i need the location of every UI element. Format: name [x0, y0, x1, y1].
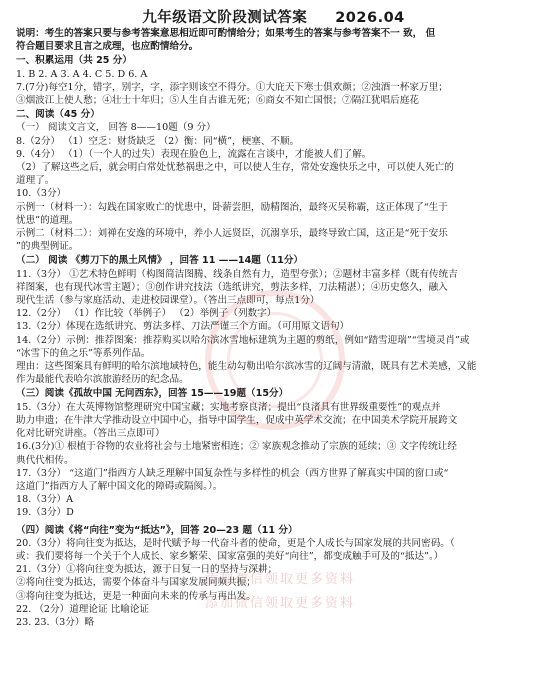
answer-line: 22. （2分）道理论证 比喻论证 [16, 603, 149, 615]
answer-line: 20.（3分）将向往变为抵达，是时代赋予每一代奋斗者的使命，更是个人成长与国家发展的共同密码。（ [16, 537, 455, 549]
spacer [16, 520, 532, 523]
answer-line: 或：我们要将每一个关于个人成长、家乡繁荣、国家富强的美好“向往”，都变成触手可及的“抵达”。） [16, 550, 444, 562]
answer-line: ”的典型例证。 [16, 241, 79, 253]
answer-line: 17.（3分） “这道门”指西方人缺乏理解中国复杂性与多样性的机会（西方世界了解真实中国的窗口或“ [16, 467, 449, 479]
section-heading: 一、积累运用（共 25 分） [16, 55, 132, 67]
answer-line: 9.（4分） （1）（一个人的过失）表现在脸色上，流露在言谈中，才能被人们了解。 [16, 148, 372, 160]
answer-line: 作为最能代表哈尔滨旅游经历的纪念品。 [16, 374, 189, 386]
answer-line: 理由：这些图案具有鲜明的哈尔滨地域特色，能生动勾勒出哈尔滨冰雪的辽阔与清澈，既具有艺术美感，又能 [16, 361, 477, 373]
answer-line: 现代生活（参与家庭活动、走进校园课堂）。（答出三点即可，每点1分） [16, 295, 320, 307]
instruction-line: 符合题目要求且言之成理，也应酌情给分。 [16, 41, 199, 53]
answer-line: 11.（3分） ①艺术特色鲜明（构图简洁图腾、线条自然有力，造型夸张）；②题材丰富多样（既有传统吉 [16, 268, 458, 280]
answer-line: 祥图案，也有现代冰雪主题）；③创作讲究技法（选纸讲究，剪法多样，刀法精湛）；④历史悠久，融入 [16, 281, 448, 293]
watermark-text: 添加微信领取更多资料 [204, 596, 355, 611]
answer-line: 16.(3分)① 根植于谷物的农业将社会与土地紧密相连；② 家族观念推动了宗族的延续；③ 文字传统让经 [16, 441, 457, 453]
instruction-line: 说明：考生的答案只要与参考答案意思相近即可酌情给分；如果考生的答案与参考答案不一 致， 但 [16, 28, 436, 39]
answer-line: ③烟波江上使人愁；④壮士十年归；⑤人生自古谁无死；⑥商女不知亡国恨；⑦隔江犹唱后庭花 [16, 95, 419, 107]
answer-line: 10.（3分） [16, 188, 67, 200]
answer-line: （2）了解这些之后，就会明白常处忧愁祸患之中，可以使人生存，常处安逸快乐之中，可以使人死亡的 [16, 162, 454, 174]
section-heading: （四）阅读《将“向往”变为“抵达”》，回答 20—23 题（11 分） [16, 524, 298, 536]
answer-line: 典代代相传。 [16, 454, 74, 466]
answer-line: 7.(7分)每空1分，错字，别字，字，添字则该空不得分。①大庇天下寒士俱欢颜；②浊酒一杯家万里； [16, 81, 448, 93]
answer-line: 忧患”的道理。 [16, 214, 79, 226]
answer-line: “冰雪下的鱼之乐”等系列作品。 [16, 347, 151, 359]
answer-line: 8.（2分） （1）空乏：财货缺乏 （2）衡：同“横”，梗塞、不顺。 [16, 135, 300, 147]
answer-line: 12.（2分） （1）作比较（举例子） （2）举例子（列数字） [16, 308, 277, 320]
answer-line: 道理了。 [16, 175, 55, 187]
answer-line: 这道门”指西方人了解中国文化的障碍或隔阂。）。 [16, 480, 223, 492]
title-text: 九年级语文阶段测试答案 [142, 10, 308, 26]
title-date: 2026.04 [335, 10, 405, 26]
answer-line: 15.（3分）在大英博物馆整理研究中国宝藏；实地考察良渚；提出“良渚具有世界级重要性”的观点并 [16, 401, 441, 413]
answer-line: ②将向往变为抵达，需要个体奋斗与国家发展同频共振； [16, 577, 256, 589]
answer-line: 化对比研究讲座。（答出三点即可） [16, 428, 165, 440]
answer-line: 13.（2分）体现在选纸讲究、剪法多样、刀法严谨三个方面。（可用原文语句） [16, 321, 350, 333]
answer-line: 19.（3分）D [16, 507, 74, 519]
answer-line: （一） 阅读文言文， 回答 8——10题（9 分） [16, 122, 216, 134]
section-heading: （二） 阅读 《剪刀下的黑土风情》 ，回答 11 ——14题（11分） [16, 255, 304, 267]
section-heading: 二、阅读（45 分） [16, 109, 100, 121]
answer-line: 示例二（材料二）：刘禅在安逸的环境中，养小人远贤臣，沉溺享乐，最终导致亡国，这正是“死于安乐 [16, 228, 448, 240]
answer-line: 18.（3分）A [16, 494, 74, 506]
watermark-seal [205, 290, 345, 430]
answer-line: 14.（2分）示例：推荐图案：推荐购买以哈尔滨冰雪地标建筑为主题的剪纸，例如“踏雪迎瑞”“雪境灵肖”或 [16, 334, 470, 346]
watermark-text: 添加微信领取更多资料 [204, 572, 355, 587]
answer-line: ③将向往变为抵达，更是一种面向未来的传承与再出发。 [16, 590, 256, 602]
section-heading: （三）阅读《孤故中国 无问西东》，回答 15——19题（15分） [16, 388, 289, 400]
document-title [0, 6, 547, 27]
answer-line: 示例一（材料一）：勾践在国家败亡的忧患中，卧薪尝胆，励精图治，最终灭吴称霸，这正体现了“生于 [16, 201, 448, 213]
answer-line: 23. 23.（3分）略 [16, 616, 95, 628]
answer-line: 1. B 2. A 3. A 4. C 5. D 6. A [16, 68, 148, 80]
answer-line: 助力申遗；在牛津大学推动设立中国中心，指导中国学生，促成中英学术交流；在中国美术学院开展跨文 [16, 414, 458, 426]
answer-line: 21.（3分）①将向往变为抵达，源于日复一日的坚持与深耕； [16, 564, 278, 576]
